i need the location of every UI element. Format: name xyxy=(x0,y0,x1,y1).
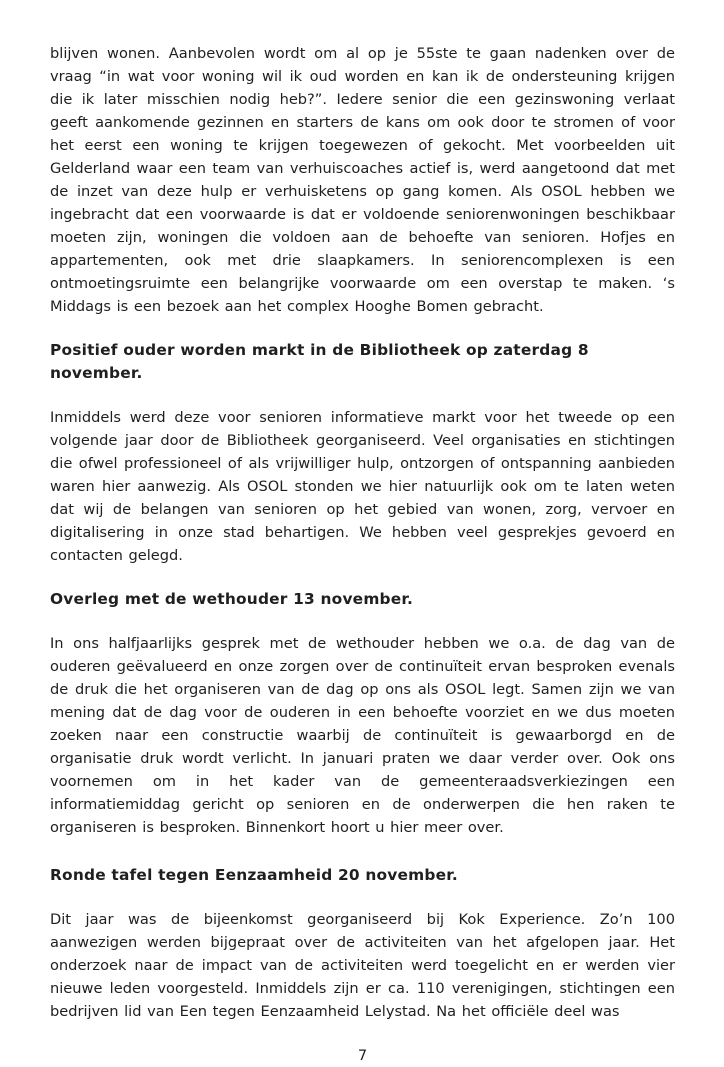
paragraph-bibliotheek-markt: Inmiddels werd deze voor senioren informatieve markt voor het tweede op een volgende jaar door de Bibliotheek georganiseerd. Veel organisaties en stichtingen die ofwel professioneel of als vrijwilliger hulp, ontzorgen of ontspanning aanbieden waren hier aanwezig. Als OSOL stonden we hier natuurlijk ook om te laten weten dat wij de belangen van senioren op het gebied van wonen, zorg, vervoer en digitalisering in onze stad behartigen. We hebben veel gesprekjes gevoerd en contacten gelegd. xyxy=(50,409,675,564)
paragraph-ronde-tafel: Dit jaar was de bijeenkomst georganiseerd bij Kok Experience. Zo’n 100 aanwezigen werden bijgepraat over de activiteiten van het afgelopen jaar. Het onderzoek naar de impact van de activiteiten werd toegelicht en er werden vier nieuwe leden voorgesteld. Inmiddels zijn er ca. 110 verenigingen, stichtingen een bedrijven lid van Een tegen Eenzaamheid Lelystad. Na het officiële deel was xyxy=(50,911,675,1020)
paragraph-overleg-wethouder: In ons halfjaarlijks gesprek met de wethouder hebben we o.a. de dag van de ouderen geëvalueerd en onze zorgen over de continuïteit ervan besproken evenals de druk die het organiseren van de dag op ons als OSOL legt. Samen zijn we van mening dat de dag voor de ouderen in een behoefte voorziet en we dus moeten zoeken naar een constructie waarbij de continuïteit is gewaarborgd en de organisatie druk wordt verlicht. In januari praten we daar verder over. Ook ons voornemen om in het kader van de gemeenteraadsverkiezingen een informatiemiddag gericht op senioren en de onderwerpen die hen raken te organiseren is besproken. Binnenkort hoort u hier meer over. xyxy=(50,635,675,836)
paragraph-wonen-verhuiscoaches: blijven wonen. Aanbevolen wordt om al op je 55ste te gaan nadenken over de vraag “in wat voor woning wil ik oud worden en kan ik de ondersteuning krijgen die ik later misschien nodig heb?”. Iedere senior die een gezinswoning verlaat geeft aankomende gezinnen en starters de kans om ook door te stromen of voor het eerst een woning te krijgen toegewezen of gekocht. Met voorbeelden uit Gelderland waar een team van verhuiscoaches actief is, werd aangetoond dat met de inzet van deze hulp er verhuisketens op gang komen. Als OSOL hebben we ingebracht dat een voorwaarde is dat er voldoende seniorenwoningen beschikbaar moeten zijn, woningen die voldoen aan de behoefte van senioren. Hofjes en appartementen, ook met drie slaapkamers. In seniorencomplexen is een ontmoetingsruimte een belangrijke voorwaarde om een overstap te maken. ‘s Middags is een bezoek aan het complex Hooghe Bomen gebracht. xyxy=(50,45,675,315)
section-heading-ronde-tafel: Ronde tafel tegen Eenzaamheid 20 november. xyxy=(50,866,458,884)
section-heading-bibliotheek-markt: Positief ouder worden markt in de Bibliotheek op zaterdag 8 november. xyxy=(50,341,589,382)
section-heading-overleg-wethouder: Overleg met de wethouder 13 november. xyxy=(50,590,414,608)
page-number: 7 xyxy=(357,1047,368,1064)
